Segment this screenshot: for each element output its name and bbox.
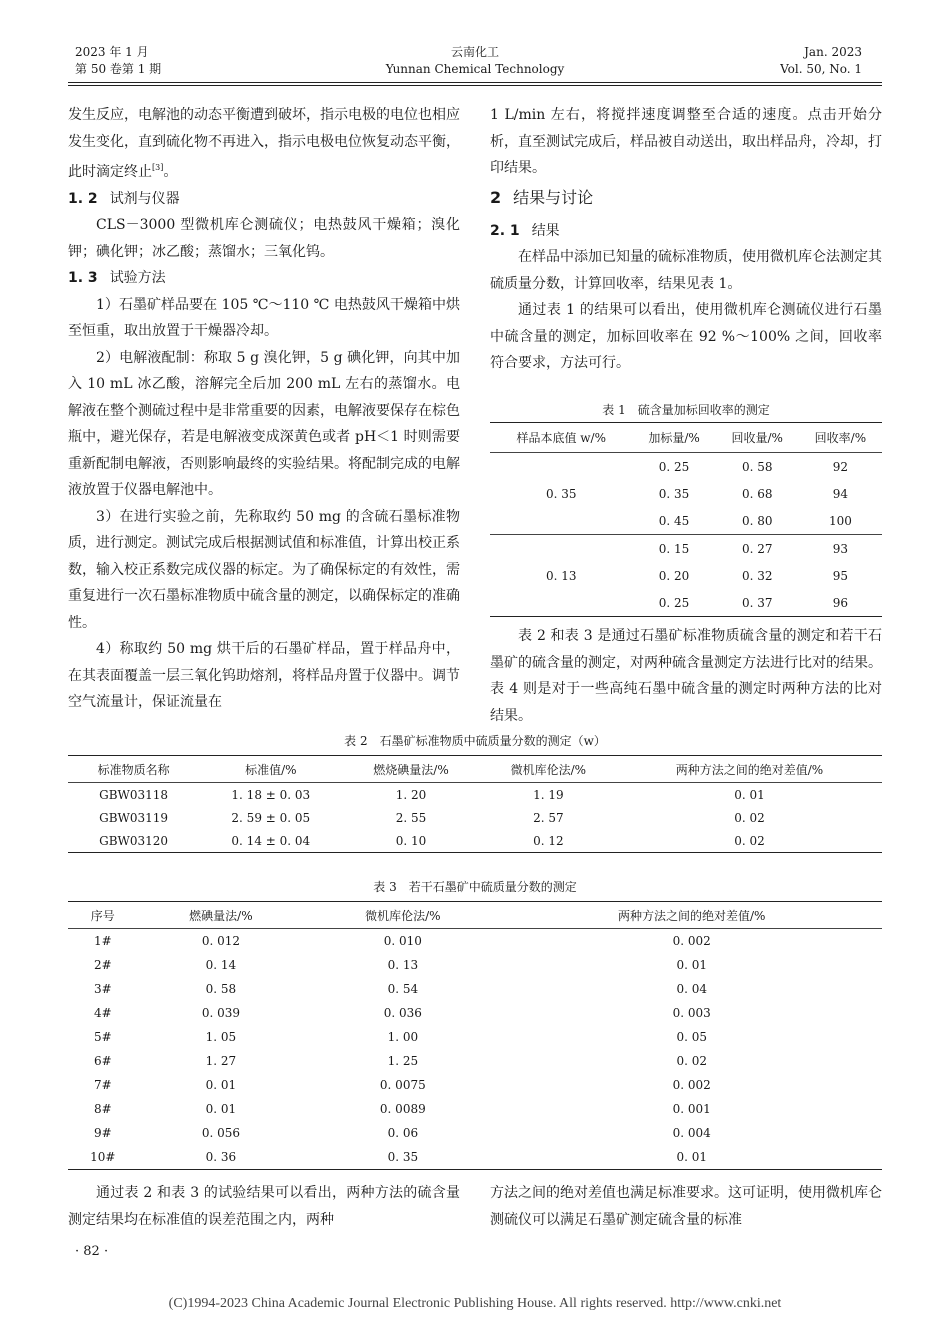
paragraph: 通过表 2 和表 3 的试验结果可以看出，两种方法的硫含量测定结果均在标准值的误差范围之内，两种 [68,1185,460,1228]
table-cell: 0. 58 [205,982,237,996]
table-cell: 0. 0075 [379,1078,426,1092]
table-cell: 0. 01 [676,958,707,972]
table-3 [68,879,882,1170]
standard-material-table [68,755,882,853]
table-cell: 0. 13 [387,958,419,972]
table-cell: 0. 80 [716,507,799,535]
table-cell: 0. 05 [676,1030,707,1044]
header-date: 2023 年 1 月 [75,45,149,59]
table-cell: 0. 02 [617,829,882,853]
column-header: 样品本底值 w/% [490,423,632,453]
table-cell: 0. 15 [658,541,690,556]
method-step-4: 4）称取约 50 mg 烘干后的石墨矿样品，置于样品舟中，在其表面覆盖一层三氧化钨助熔剂，将样品舟置于仪器中。调节空气流量计，保证流量在 [68,641,460,710]
table-cell: 0. 01 [501,1145,882,1170]
column-header: 两种方法之间的绝对差值/% [501,902,882,929]
table-cell: 0. 37 [716,589,799,617]
table-cell: 0. 004 [672,1126,711,1140]
table-cell: 0. 001 [672,1102,711,1116]
table-cell: 1. 00 [387,1030,419,1044]
table-row [68,829,882,853]
table-row [490,535,882,563]
column-header: 回收率/% [799,423,882,453]
table-cell: 0. 13 [490,535,632,617]
table-row [68,1001,882,1025]
table-cell: 1. 05 [205,1030,237,1044]
table-cell: 0. 04 [676,982,707,996]
paragraph: 通过表 1 的结果可以看出，使用微机库仑测硫仪进行石墨中硫含量的测定，加标回收率在 92 %～100% 之间，回收率符合要求，方法可行。 [490,302,882,371]
table-cell: 94 [832,486,849,501]
column-header: 回收量/% [716,423,799,453]
page-number: · 82 · [75,1244,109,1259]
table-cell: 96 [799,589,882,617]
table-cell: 0. 45 [632,507,715,535]
table-cell: 0. 25 [658,459,690,474]
header-volume-en: Vol. 50, No. 1 [780,62,862,76]
table-row [68,1049,882,1073]
table-cell: 5# [93,1030,112,1044]
table-cell: 2. 55 [395,810,427,825]
table-caption: 表 1 硫含量加标回收率的测定 [602,403,770,417]
table-cell: 100 [799,507,882,535]
graphite-samples-table [68,901,882,1170]
table-cell: 0. 010 [383,934,422,948]
table-cell: 0. 35 [658,486,690,501]
column-header: 序号 [68,902,138,929]
column-header: 燃烧碘量法/% [342,756,479,783]
table-cell: 2# [93,958,112,972]
section-heading-1-2: 1. 2 试剂与仪器 [68,190,180,207]
method-step-2: 2）电解液配制：称取 5 g 溴化钾，5 g 碘化钾，向其中加入 10 mL 冰乙酸，溶解完全后加 200 mL 左右的蒸馏水。电解液在整个测硫过程中是非常重要的因素，电解液要保存在棕色瓶中，避光保存，若是电解液变成深黄色或者 pH＜1 时则需要重新配制电解液，否则影响最终的实验结果。将配制完成的电解液放置于仪器电解池中。 [68,349,460,498]
table-cell: 0. 012 [201,934,240,948]
table-cell: 0. 54 [387,982,419,996]
table-caption: 表 3 若干石墨矿中硫质量分数的测定 [373,880,577,894]
table-cell: 1. 20 [395,787,427,802]
table-row [68,929,882,954]
table-cell: 93 [832,541,849,556]
table-cell: 0. 35 [490,453,632,535]
table-2 [68,733,882,853]
table-row [68,1121,882,1145]
table-cell: 0. 06 [387,1126,419,1140]
table-cell: 0. 14 ± 0. 04 [199,829,342,853]
table-cell: 1. 27 [205,1054,237,1068]
header-right [780,44,862,78]
header-rule [68,82,882,83]
copyright-footer: (C)1994-2023 China Academic Journal Electronic Publishing House. All rights reserved. http://www.cnki.net [168,1296,782,1311]
table-row [68,1073,882,1097]
method-step-1: 1）石墨矿样品要在 105 ℃～110 ℃ 电热鼓风干燥箱中烘至恒重，取出放置于干燥器冷却。 [68,296,460,339]
table-cell: 0. 36 [138,1145,305,1170]
recovery-table [490,422,882,617]
table-cell: 0. 01 [205,1078,237,1092]
table-cell: 0. 039 [201,1006,240,1020]
right-column [490,102,882,377]
paragraph: 1 L/min 左右，将搅拌速度调整至合适的速度。点击开始分析，直至测试完成后，样品被自动送出，取出样品舟，冷却，打印结果。 [490,107,882,176]
table-cell: 0. 01 [205,1102,237,1116]
table-cell: 1. 25 [387,1054,419,1068]
paragraph: CLS－3000 型微机库仑测硫仪；电热鼓风干燥箱；溴化钾；碘化钾；冰乙酸；蒸馏水；三氧化钨。 [68,217,460,260]
header-volume: 第 50 卷第 1 期 [75,62,162,76]
table-cell: GBW03118 [99,787,169,802]
column-header: 加标量/% [632,423,715,453]
table-row [68,806,882,829]
table-cell: 0. 58 [741,459,773,474]
column-header: 燃碘量法/% [138,902,305,929]
table-cell: 0. 10 [342,829,479,853]
column-header: 微机库伦法/% [480,756,617,783]
table-cell: 0. 02 [734,810,765,825]
table-cell: 6# [93,1054,112,1068]
table-1 [490,402,882,729]
table-cell: 95 [832,568,849,583]
header-date-en: Jan. 2023 [804,45,862,59]
section-heading-2: 2 结果与讨论 [490,187,594,207]
table-cell: 0. 12 [480,829,617,853]
citation[interactable]: [3] [152,163,164,172]
table-cell: 10# [68,1145,138,1170]
table-cell: 0. 25 [632,589,715,617]
journal-title-cn: 云南化工 [450,45,499,59]
journal-title-en: Yunnan Chemical Technology [385,62,565,76]
table-cell: 0. 036 [383,1006,422,1020]
section-heading-1-3: 1. 3 试验方法 [68,270,166,286]
table-cell: 1. 19 [533,787,564,802]
table-row [68,1145,882,1170]
left-column [68,102,460,716]
table-cell: 0. 056 [201,1126,240,1140]
table-cell: GBW03120 [68,829,199,853]
table-cell: 0. 20 [658,568,690,583]
table-cell: 0. 003 [672,1006,711,1020]
bottom-left-text [68,1180,460,1233]
table-cell: 2. 59 ± 0. 05 [231,810,311,825]
paragraph: 表 2 和表 3 是通过石墨矿标准物质硫含量的测定和若干石墨矿的硫含量的测定，对两种硫含量测定方法进行比对的结果。表 4 则是对于一些高纯石墨中硫含量的测定时两种方法的比对结果。 [490,628,882,724]
table-cell: 0. 0089 [379,1102,426,1116]
table-cell: 3# [93,982,112,996]
table-caption: 表 2 石墨矿标准物质中硫质量分数的测定（w） [344,734,606,748]
table-cell: 7# [93,1078,112,1092]
table-cell: 1. 18 ± 0. 03 [231,787,311,802]
table-row [68,1097,882,1121]
table-row [68,1025,882,1049]
table-cell: 0. 35 [304,1145,501,1170]
table-row [68,977,882,1001]
table-cell: 0. 68 [741,486,773,501]
table-cell: 0. 27 [741,541,773,556]
column-header: 微机库伦法/% [304,902,501,929]
table-cell: 0. 01 [734,787,765,802]
table-row [490,453,882,481]
bottom-right-text [490,1180,882,1233]
method-step-3: 3）在进行实验之前，先称取约 50 mg 的含硫石墨标准物质，进行测定。测试完成后根据测试值和标准值，计算出校正系数，输入校正系数完成仪器的标定。为了确保标定的有效性，需重复进行一次石墨标准物质中硫含量的测定，以确保标定的准确性。 [68,508,460,631]
section-heading-2-1: 2. 1 结果 [490,222,560,239]
header-rule-2 [68,85,882,86]
table-cell: 0. 002 [672,1078,711,1092]
paragraph: 在样品中添加已知量的硫标准物质，使用微机库仑法测定其硫质量分数，计算回收率，结果见表 1。 [490,249,882,292]
table-cell: 2. 57 [533,810,564,825]
table-cell: 8# [93,1102,112,1116]
column-header: 两种方法之间的绝对差值/% [617,756,882,783]
table-row [68,953,882,977]
table-cell: 0. 02 [676,1054,707,1068]
paragraph: 发生反应，电解池的动态平衡遭到破坏，指示电极的电位也相应发生变化，直到硫化物不再进入，指示电极电位恢复动态平衡，此时滴定终止[3]。 [68,107,460,180]
table-cell: 92 [832,459,849,474]
table-row [68,783,882,807]
table-cell: 0. 14 [205,958,237,972]
column-header: 标准值/% [199,756,342,783]
table-cell: GBW03119 [99,810,169,825]
table-cell: 0. 32 [741,568,773,583]
paragraph: 方法之间的绝对差值也满足标准要求。这可证明，使用微机库仑测硫仪可以满足石墨矿测定硫含量的标准 [490,1185,882,1228]
column-header: 标准物质名称 [68,756,199,783]
table-cell: 1# [93,934,112,948]
table-cell: 4# [93,1006,112,1020]
table-cell: 0. 002 [672,934,711,948]
table-cell: 9# [93,1126,112,1140]
